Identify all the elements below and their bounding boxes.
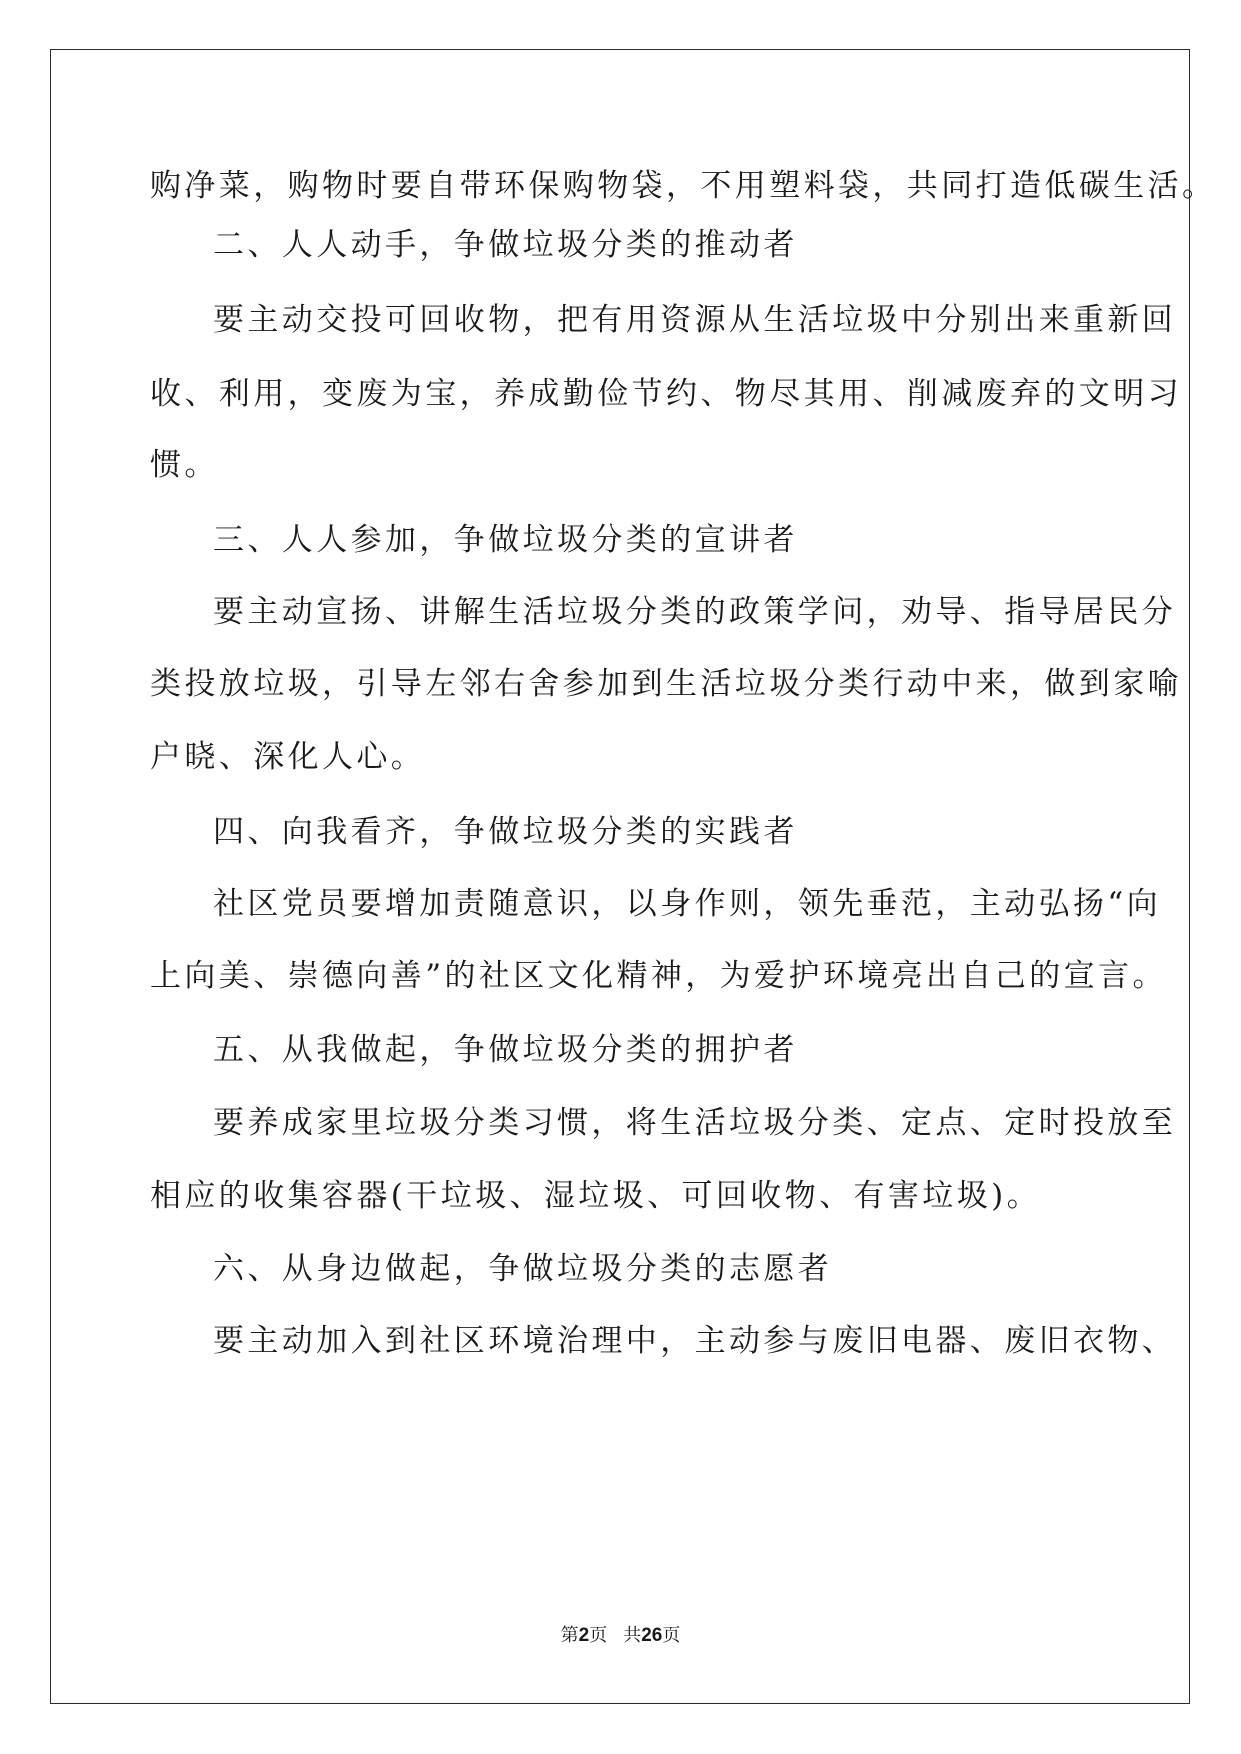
footer-total-pages: 26 <box>641 1625 663 1646</box>
page-border <box>50 49 1190 1704</box>
section-heading-4: 四、向我看齐，争做垃圾分类的实践者 <box>213 814 798 850</box>
paragraph-line: 要主动交投可回收物，把有用资源从生活垃圾中分别出来重新回 <box>213 302 1177 338</box>
page-footer <box>0 1624 1241 1648</box>
paragraph-line: 要主动宣扬、讲解生活垃圾分类的政策学问，劝导、指导居民分 <box>213 594 1177 630</box>
section-heading-6: 六、从身边做起，争做垃圾分类的志愿者 <box>213 1251 833 1287</box>
paragraph-line: 收、利用，变废为宝，养成勤俭节约、物尽其用、削减废弃的文明习 <box>150 376 1182 412</box>
paragraph-line: 上向美、崇德向善”的社区文化精神，为爱护环境亮出自己的宣言。 <box>150 958 1167 994</box>
footer-page-suffix: 页 <box>589 1625 608 1646</box>
footer-page-number: 2 <box>578 1625 590 1646</box>
section-heading-3: 三、人人参加，争做垃圾分类的宣讲者 <box>213 522 798 558</box>
paragraph-line: 户晓、深化人心。 <box>150 739 426 775</box>
footer-page-prefix: 第 <box>560 1625 579 1646</box>
section-heading-2: 二、人人动手，争做垃圾分类的推动者 <box>213 227 798 263</box>
paragraph-line: 社区党员要增加责随意识，以身作则，领先垂范，主动弘扬“向 <box>213 886 1162 922</box>
section-heading-5: 五、从我做起，争做垃圾分类的拥护者 <box>213 1032 798 1068</box>
footer-total-prefix: 共 <box>623 1625 642 1646</box>
body-line-continuation: 购净菜，购物时要自带环保购物袋，不用塑料袋，共同打造低碳生活。 <box>150 168 1217 204</box>
footer-total-suffix: 页 <box>662 1625 681 1646</box>
paragraph-line: 惯。 <box>150 447 219 483</box>
paragraph-line: 相应的收集容器(干垃圾、湿垃圾、可回收物、有害垃圾)。 <box>150 1178 1041 1214</box>
paragraph-line: 要养成家里垃圾分类习惯，将生活垃圾分类、定点、定时投放至 <box>213 1105 1177 1141</box>
paragraph-line: 类投放垃圾，引导左邻右舍参加到生活垃圾分类行动中来，做到家喻 <box>150 666 1182 702</box>
paragraph-line: 要主动加入到社区环境治理中，主动参与废旧电器、废旧衣物、 <box>213 1323 1177 1359</box>
